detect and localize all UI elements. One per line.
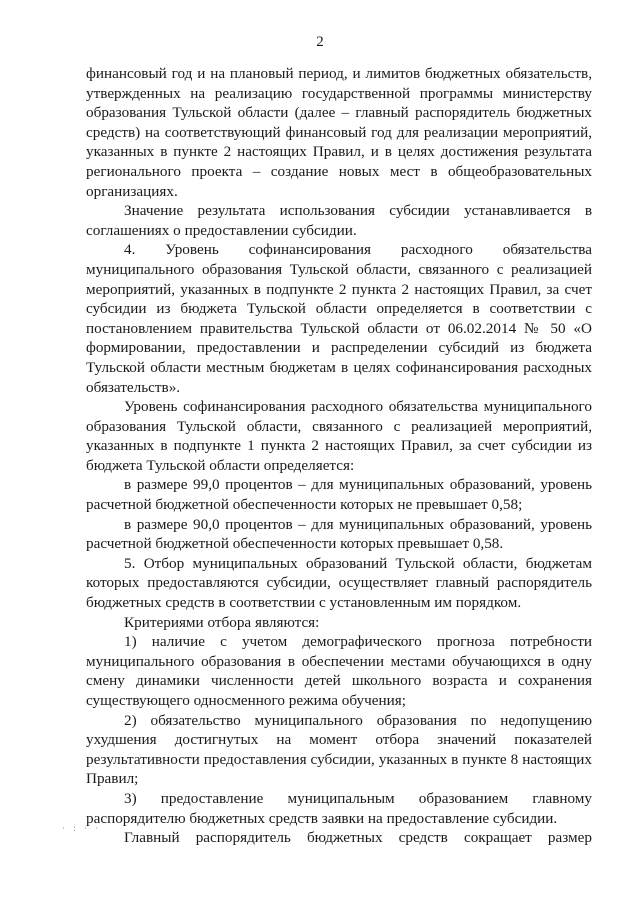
paragraph-result-value: Значение результата использования субсидии устанавливается в соглашениях о предоставлении субсидии. — [86, 202, 592, 239]
paragraph-rate-90: в размере 90,0 процентов – для муниципальных образований, уровень расчетной бюджетной обеспеченности которых превышает 0,58. — [86, 515, 592, 553]
paragraph-cofinancing-level: Уровень софинансирования расходного обязательства муниципального образования Тульской области, связанного с реализацией мероприятий, указанных в подпункте 1 пункта 2 настоящих Правил, за счет субсидии из бюджета Тульской области определяется: — [86, 398, 592, 474]
paragraph-rate-99: в размере 99,0 процентов – для муниципальных образований, уровень расчетной бюджетной обеспеченности которых не превышает 0,58; — [86, 476, 592, 514]
scan-specks: · : · · — [62, 823, 102, 833]
paragraph-criterion-1: 1) наличие с учетом демографического прогноза потребности муниципального образования в обеспечении местами обучающихся в одну смену динамики численности детей школьного возраста и сохранения существующего односменного режима обучения; — [86, 633, 592, 709]
paragraph-reduction-start: Главный распорядитель бюджетных средств сокращает размер — [124, 829, 592, 847]
paragraph-criterion-2: 2) обязательство муниципального образования по недопущению ухудшения достигнутых на момент отбора значений показателей результативности предоставления субсидии, указанных в пункте 8 настоящих Правил; — [86, 711, 592, 788]
paragraph-financing-limits: финансовый год и на плановый период, и лимитов бюджетных обязательств, утвержденных на реализацию государственной программы министерству образования Тульской области (далее – главный распорядитель бюджетных средств) на соответствующий финансовый год для реализации мероприятий, указанных в пункте 2 настоящих Правил, и в целях достижения результата регионального проекта – создание новых мест в общеобразовательных организациях. — [86, 65, 592, 200]
paragraph-item-5-selection: 5. Отбор муниципальных образований Тульской области, бюджетам которых предоставляются субсидии, осуществляет главный распорядитель бюджетных средств в соответствии с установленным им порядком. — [86, 554, 592, 612]
paragraph-item-4-cofinancing: 4. Уровень софинансирования расходного обязательства муниципального образования Тульской области, связанного с реализацией мероприятий, указанных в подпункте 2 пункта 2 настоящих Правил, за счет субсидии из бюджета Тульской области определяется в соответствии с постановлением правительства Тульской области от 06.02.2014 № 50 «О формировании, предоставлении и распределении субсидий из бюджета Тульской области местным бюджетам в целях софинансирования расходных обязательств». — [86, 241, 592, 396]
paragraph-criterion-3: 3) предоставление муниципальным образованием главному распорядителю бюджетных средств заявки на предоставление субсидии. — [86, 789, 592, 827]
page-number: 2 — [316, 34, 324, 50]
document-body — [86, 64, 592, 848]
paragraph-criteria-heading: Критериями отбора являются: — [124, 613, 320, 631]
